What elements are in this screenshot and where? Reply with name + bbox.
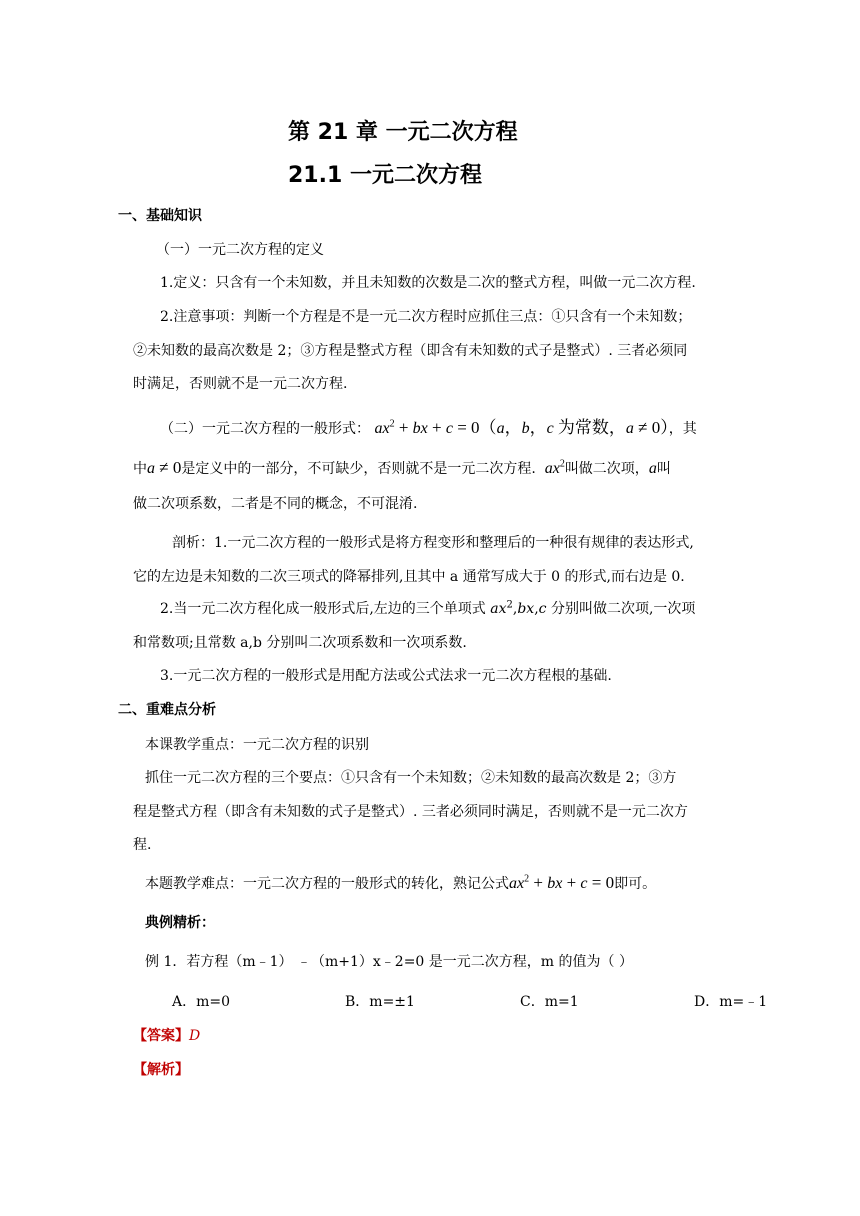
text-fragment: 分别叫做二次项,一次项 — [550, 601, 696, 617]
key-line-3: 程. — [133, 837, 152, 853]
general-form-equation: $ax^2$ + bx + c = 0（a，b，c 为常数，a ≠ 0） — [374, 418, 669, 437]
option-c: C．m=1 — [520, 994, 579, 1010]
analysis3-line: 3.一元二次方程的一般形式是用配方法或公式法求一元二次方程根的基础. — [160, 668, 612, 684]
example-1-question: 例 1．若方程（m﹣1） ﹣（m+1）x﹣2=0 是一元二次方程，m 的值为（ ） — [145, 954, 633, 970]
definition-text: 1.定义：只含有一个未知数，并且未知数的次数是二次的整式方程，叫做一元二次方程. — [160, 275, 696, 291]
notes-line-1: 2.注意事项：判断一个方程是不是一元二次方程时应抓住三点：①只含有一个未知数； — [160, 309, 692, 325]
general-form-line-2 — [133, 458, 671, 478]
section-heading-key-points: 二、重难点分析 — [118, 702, 216, 718]
subheading-definition: （一）一元二次方程的定义 — [156, 242, 324, 258]
option-b: B．m=±1 — [345, 994, 415, 1010]
option-d: D．m=﹣1 — [694, 994, 768, 1010]
text-fragment: 即可。 — [614, 876, 657, 892]
text-fragment: 叫 — [656, 461, 671, 477]
difficult-point-line — [145, 873, 656, 893]
analysis2-line-1 — [160, 598, 695, 618]
general-formula: $ax^2$ + bx + c = 0 — [509, 873, 615, 892]
key-line-2: 程是整式方程（即含有未知数的式子是整式）. 三者必须同时满足，否则就不是一元二次方 — [133, 804, 688, 820]
a-nonzero-formula: a ≠ 0 — [147, 458, 182, 477]
general-form-prefix: （二）一元二次方程的一般形式： — [160, 421, 370, 437]
general-form-line — [160, 413, 697, 438]
notes-line-3: 时满足，否则就不是一元二次方程. — [133, 376, 348, 392]
analysis2-line-2: 和常数项;且常数 a,b 分别叫二次项系数和一次项系数. — [133, 635, 467, 651]
key-point-line: 本课教学重点：一元二次方程的识别 — [145, 737, 369, 753]
text-fragment: 叫做二次项， — [564, 461, 649, 477]
option-a: A．m=0 — [172, 994, 231, 1010]
answer-line — [133, 1025, 200, 1045]
section-heading-basics: 一、基础知识 — [118, 208, 202, 224]
answer-value: D — [189, 1028, 201, 1044]
chapter-title: 第 21 章 一元二次方程 — [288, 120, 518, 145]
ax2-formula: $ax^2$ — [544, 458, 565, 477]
a-symbol: a — [648, 460, 657, 477]
text-fragment: 2.当一元二次方程化成一般形式后,左边的三个单项式 — [160, 601, 486, 617]
general-form-suffix: ，其 — [668, 421, 697, 437]
text-fragment: 本题教学难点：一元二次方程的一般形式的转化，熟记公式 — [145, 876, 509, 892]
key-line-1: 抓住一元二次方程的三个要点：①只含有一个未知数；②未知数的最高次数是 2；③方 — [145, 770, 677, 786]
section-title: 21.1 一元二次方程 — [288, 163, 482, 188]
analysis-label: 【解析】 — [133, 1062, 189, 1078]
analysis-line-2: 它的左边是未知数的二次三项式的降幂排列,且其中 a 通常写成大于 0 的形式,而右边是 0. — [133, 569, 685, 585]
text-fragment: 中 — [133, 461, 147, 477]
analysis-line-1: 剖析：1.一元二次方程的一般形式是将方程变形和整理后的一种很有规律的表达形式, — [172, 535, 694, 551]
notes-line-2: ②未知数的最高次数是 2；③方程是整式方程（即含有未知数的式子是整式）. 三者必须同 — [133, 343, 688, 359]
examples-heading: 典例精析： — [145, 915, 215, 931]
general-form-line-3: 做二次项系数，二者是不同的概念，不可混淆. — [133, 496, 418, 512]
text-fragment: 是定义中的一部分，不可缺少，否则就不是一元二次方程. — [181, 461, 536, 477]
monomials: $ax^2,bx,c$ — [490, 599, 547, 617]
answer-label: 【答案】 — [133, 1028, 189, 1044]
